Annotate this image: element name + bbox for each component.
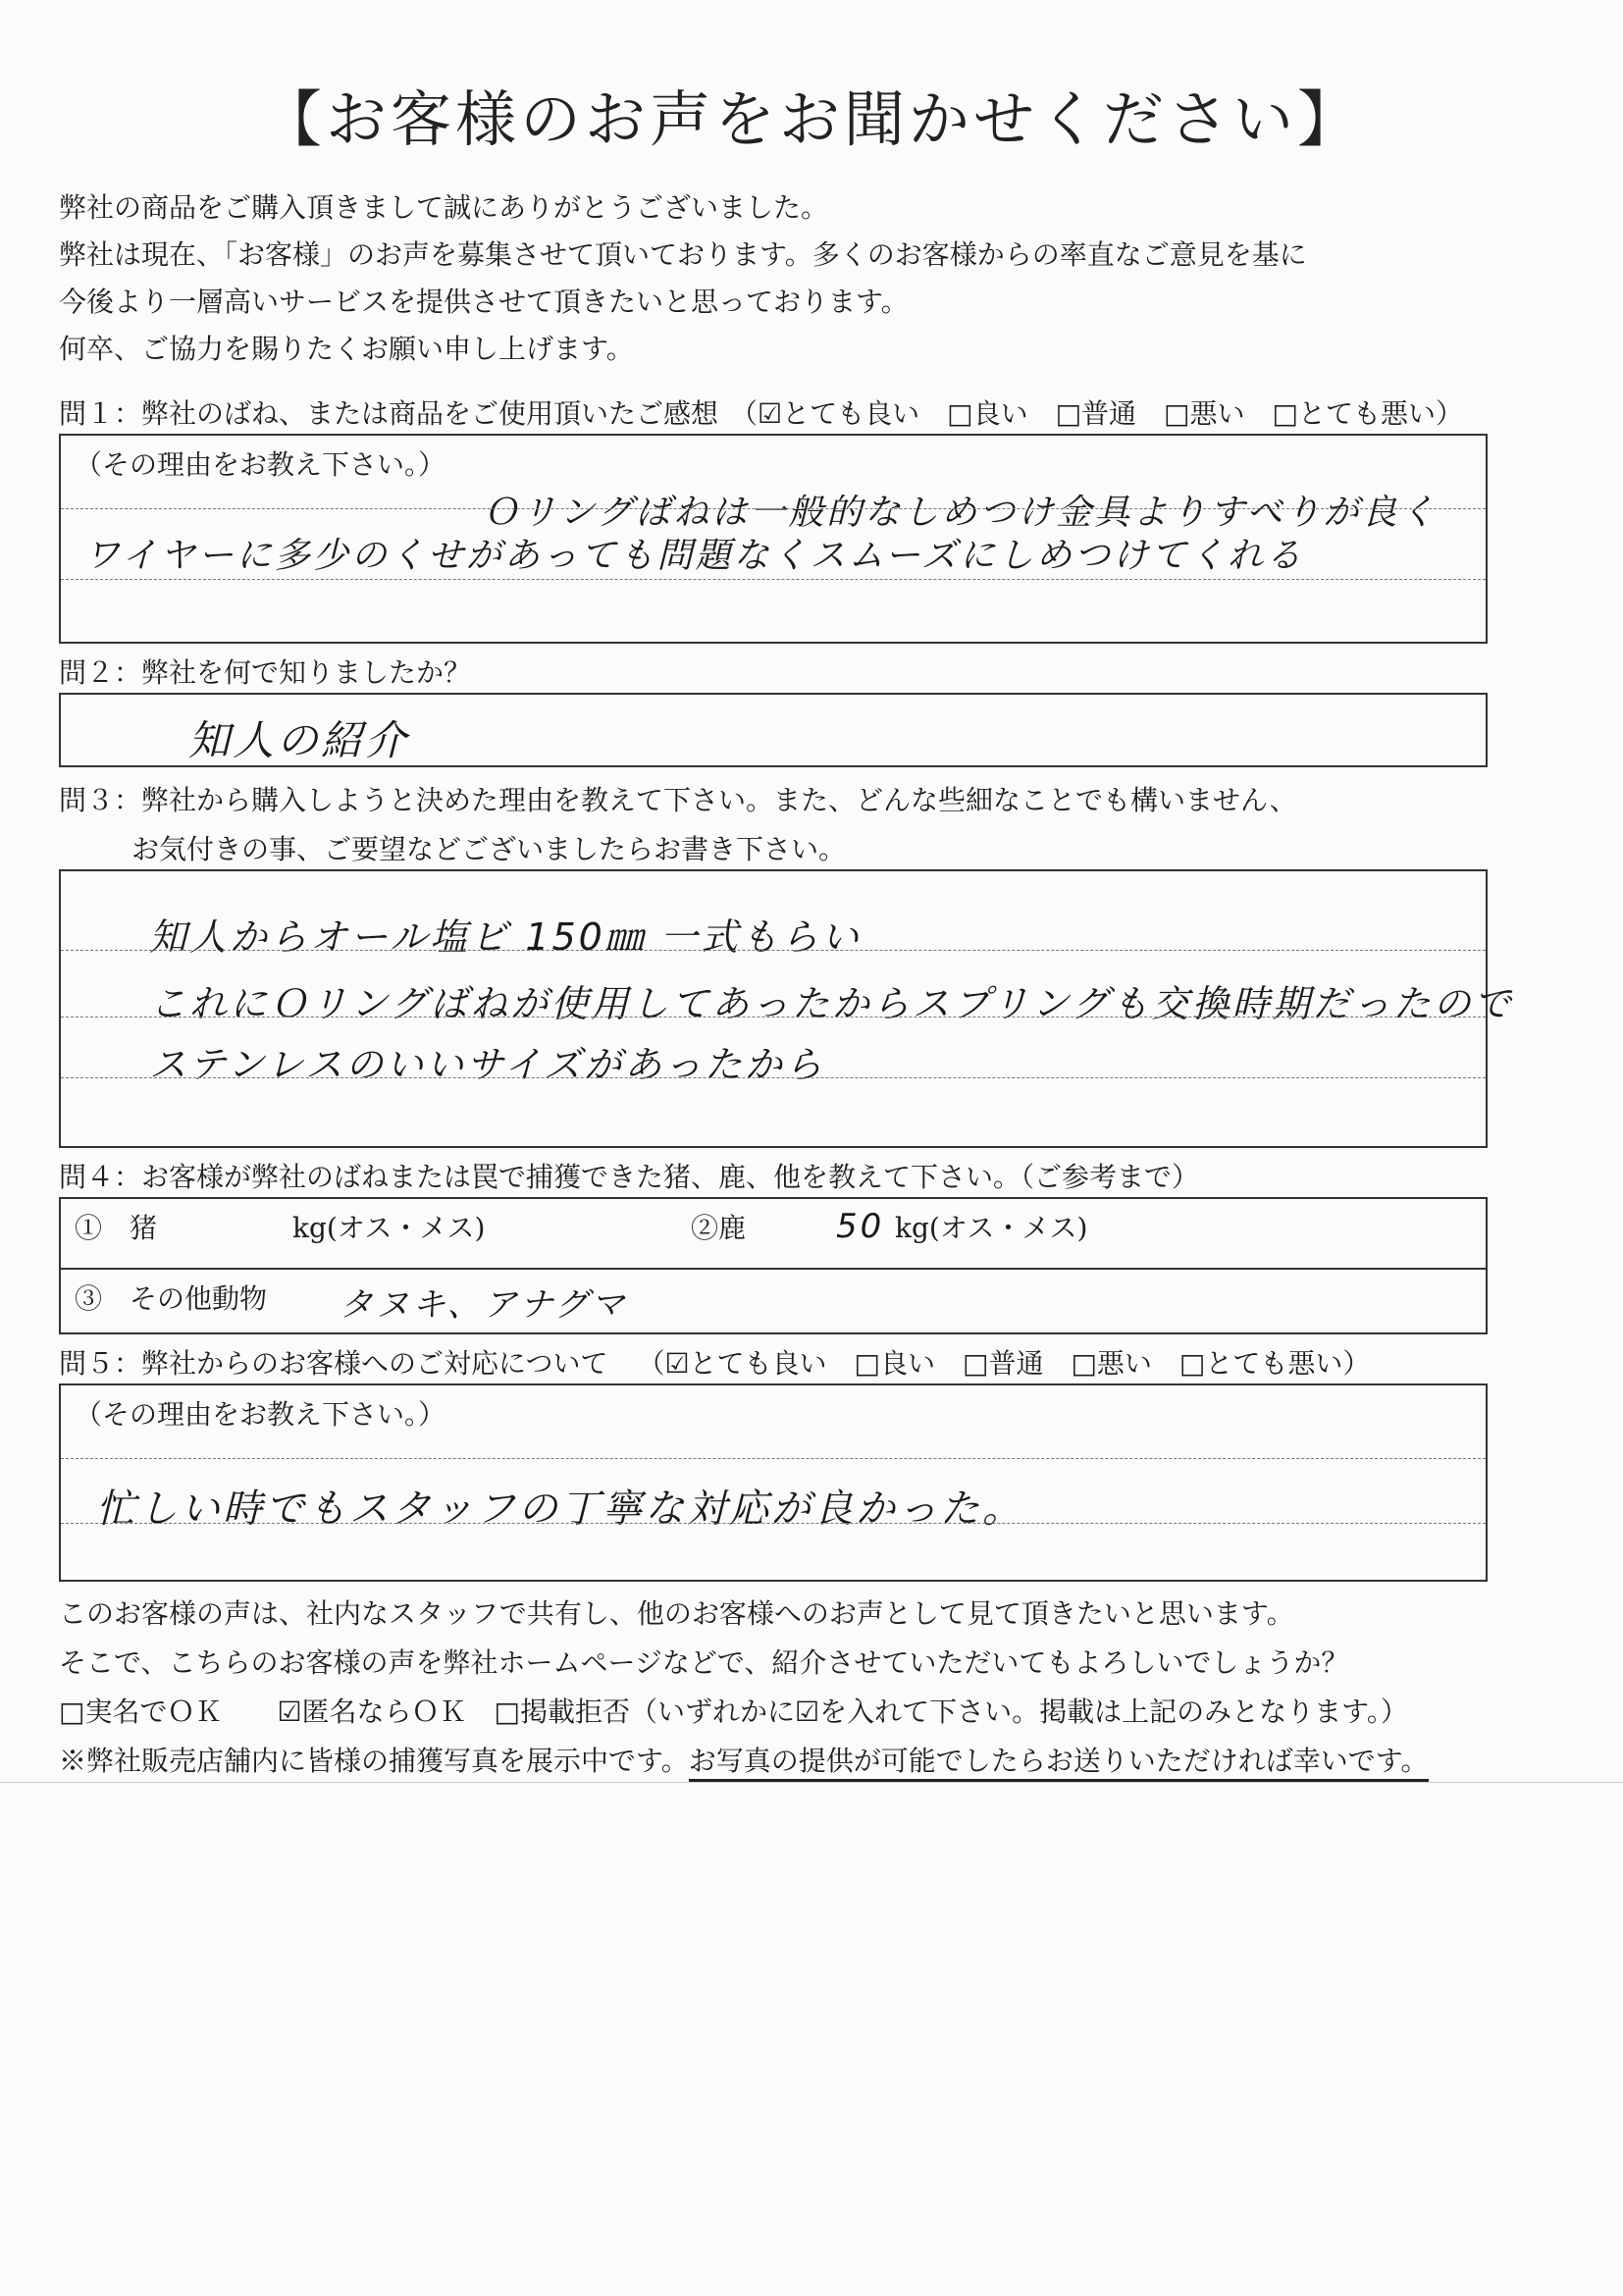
question-5-answer-box[interactable] — [59, 1383, 1488, 1582]
question-3-line-1 — [59, 779, 1297, 818]
question-4-answer-table — [59, 1197, 1488, 1334]
page-divider — [0, 1782, 1623, 1783]
other-animal-label: ③ その他動物 — [75, 1282, 268, 1315]
question-4-label: 問４：お客様が弊社のばねまたは罠で捕獲できた猪、鹿、他を教えて下さい。（ご参考まで） — [59, 1161, 1200, 1193]
ruled-line — [61, 1077, 1486, 1078]
ruled-line — [61, 950, 1486, 951]
intro-line: 弊社の商品をご購入頂きまして誠にありがとうございました。 — [59, 191, 829, 224]
deer-unit[interactable]: kg(オス・メス) — [895, 1212, 1088, 1244]
question-1-answer-box[interactable] — [59, 434, 1488, 644]
deer-count: 50 — [836, 1207, 885, 1246]
question-5-label: 問５：弊社からのお客様へのご対応について — [59, 1347, 608, 1380]
photo-notice — [59, 1737, 1590, 1786]
ruled-line — [61, 1523, 1486, 1524]
question-2 — [59, 652, 471, 691]
ruled-line — [61, 1458, 1486, 1459]
question-2-answer-box[interactable] — [59, 693, 1488, 767]
other-animal-value: タヌキ、アナグマ — [340, 1285, 628, 1325]
intro-line: 今後より一層高いサービスを提供させて頂きたいと思っております。 — [59, 286, 909, 318]
ruled-line — [61, 508, 1486, 509]
question-3-label-line-1: 問３：弊社から購入しようと決めた理由を教えて下さい。また、どんな些細なことでも構いません、 — [59, 784, 1297, 816]
consent-line-1: このお客様の声は、社内なスタッフで共有し、他のお客様へのお声として見て頂きたいと思います。 — [59, 1597, 1294, 1630]
question-5-prompt: （その理由をお教え下さい。） — [75, 1398, 446, 1431]
question-5-answer: 忙しい時でもスタッフの丁寧な対応が良かった。 — [96, 1487, 1024, 1532]
ruled-line — [61, 579, 1486, 580]
question-5-options[interactable]: （☑とても良い □良い □普通 □悪い □とても悪い） — [637, 1347, 1371, 1380]
question-3-label-line-2: お気付きの事、ご要望などございましたらお書き下さい。 — [131, 833, 847, 865]
question-2-label: 問２：弊社を何で知りましたか？ — [59, 656, 472, 689]
intro-line: 何卒、ご協力を賜りたくお願い申し上げます。 — [59, 333, 634, 365]
question-3-answer-line-3: ステンレスのいいサイズがあったから — [149, 1043, 825, 1086]
boar-label: ① 猪 — [75, 1212, 158, 1244]
intro-text — [59, 184, 1570, 373]
question-3-line-2 — [131, 828, 846, 867]
question-1-prompt: （その理由をお教え下さい。） — [75, 448, 446, 481]
question-1-options[interactable]: （☑とても良い □良い □普通 □悪い □とても悪い） — [730, 397, 1463, 430]
boar-unit[interactable]: kg(オス・メス) — [292, 1212, 486, 1244]
question-3-answer-line-2: これにＯリングばねが使用してあったからスプリングも交換時期だったので — [149, 982, 1514, 1025]
intro-line: 弊社は現在、「お客様」のお声を募集させて頂いております。多くのお客様からの率直なご意見を基に — [59, 238, 1307, 271]
consent-line-2: そこで、こちらのお客様の声を弊社ホームページなどで、紹介させていただいてもよろしいでしょうか？ — [59, 1646, 1349, 1679]
consent-section — [59, 1590, 1590, 1786]
photo-request-underlined: お写真の提供が可能でしたらお送りいただければ幸いです。 — [689, 1745, 1429, 1782]
question-1-answer-line-2: ワイヤーに多少のくせがあっても問題なくスムーズにしめつけてくれる — [84, 536, 1304, 576]
question-3-answer-line-1: 知人からオール塩ビ 150㎜ 一式もらい — [149, 915, 862, 959]
photo-notice-text: ※弊社販売店舗内に皆様の捕獲写真を展示中です。 — [59, 1745, 689, 1777]
question-2-answer: 知人の紹介 — [188, 716, 410, 764]
question-1 — [59, 392, 1463, 432]
form-title: 【お客様のお声をお聞かせください】 — [260, 83, 1362, 155]
question-1-label: 問１：弊社のばね、または商品をご使用頂いたご感想 — [59, 397, 719, 430]
row-divider — [61, 1268, 1486, 1270]
ruled-line — [61, 1017, 1486, 1018]
question-3-answer-box[interactable] — [59, 869, 1514, 1148]
deer-label: ②鹿 — [691, 1212, 747, 1244]
question-1-answer-line-1: Ｏリングばねは一般的なしめつけ金具よりすべりが良く — [483, 493, 1439, 533]
question-5 — [59, 1342, 1370, 1382]
consent-options[interactable]: □実名でＯＫ ☑匿名ならＯＫ □掲載拒否（いずれかに☑を入れて下さい。掲載は上記のみとなります。） — [59, 1696, 1408, 1728]
question-4 — [59, 1156, 1199, 1195]
